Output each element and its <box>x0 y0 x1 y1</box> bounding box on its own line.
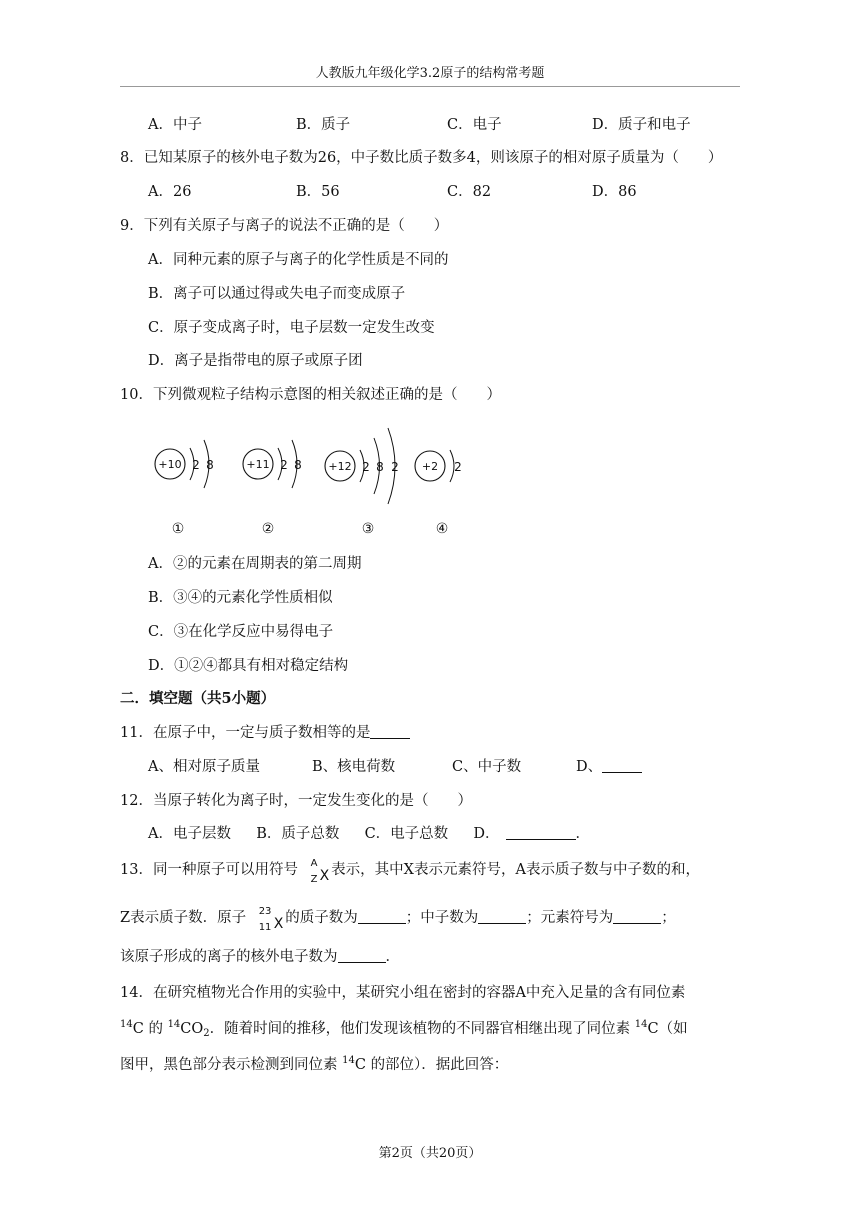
element-symbol: X <box>319 868 330 884</box>
q9-option-c: C．原子变成离子时，电子层数一定发生改变 <box>148 320 435 336</box>
element-symbol: X <box>273 916 284 932</box>
q11-option-b: B、核电荷数 <box>312 759 396 775</box>
q10-option-c: C．③在化学反应中易得电子 <box>148 624 334 640</box>
mass-number: 23 <box>258 906 272 917</box>
electron-shell-2: 8 <box>206 458 214 472</box>
q13-text-2: 表示，其中X表示元素符号，A表示质子数与中子数的和， <box>331 862 700 878</box>
structure-diagram-3 <box>325 428 399 537</box>
mass-number: A <box>310 858 318 869</box>
q12-option-b: B．质子总数 <box>256 826 340 842</box>
figure-label: ② <box>261 521 275 537</box>
nuclide-symbol-23-11 <box>258 906 284 933</box>
q11-option-c: C、中子数 <box>452 759 522 775</box>
header-rule <box>120 86 740 87</box>
q14-line-2: $^{14}$C 的 $^{14}CO_2$．随着时间的推移，他们发现该植物的不同器官相继出现了同位素 $^{14}$C（如 <box>120 1019 688 1039</box>
q7-option-a: A．中子 <box>148 117 202 133</box>
q12-option-c: C．电子总数 <box>364 826 449 842</box>
page-footer: 第2页（共20页） <box>378 1146 482 1161</box>
q12-options <box>148 822 590 843</box>
q8-option-a: A．26 <box>148 184 192 200</box>
q11-stem-text: 11．在原子中，一定与质子数相等的是 <box>120 725 371 741</box>
nucleus-charge: +12 <box>328 460 352 473</box>
q12-option-a: A．电子层数 <box>148 826 231 842</box>
figure-label: ① <box>171 521 185 537</box>
electron-shell-1: 2 <box>280 458 288 472</box>
answer-blank[interactable] <box>358 909 406 924</box>
q13-text-6: ；元素符号为 <box>526 910 614 926</box>
q8-stem: 8．已知某原子的核外电子数为26，中子数比质子数多4，则该原子的相对原子质量为（ ） <box>120 150 723 166</box>
q8-option-d: D．86 <box>592 184 637 200</box>
answer-blank[interactable] <box>602 758 642 773</box>
q13-text-3: Z表示质子数．原子 <box>120 910 247 926</box>
answer-blank[interactable] <box>478 909 526 924</box>
q11-option-a: A、相对原子质量 <box>148 759 260 775</box>
electron-shell-1: 2 <box>454 460 462 474</box>
page-header: 人教版九年级化学3.2原子的结构常考题 <box>315 66 545 81</box>
q12-end: ． <box>575 826 591 842</box>
answer-blank[interactable] <box>506 825 576 840</box>
q10-option-b: B．③④的元素化学性质相似 <box>148 590 333 606</box>
q10-option-d: D．①②④都具有相对稳定结构 <box>148 658 349 674</box>
electron-shell-1: 2 <box>362 460 370 474</box>
q7-option-c: C．电子 <box>447 117 502 133</box>
q9-option-b: B．离子可以通过得或失电子而变成原子 <box>148 286 406 302</box>
q7-option-b: B．质子 <box>296 117 351 133</box>
q13-text-7: ； <box>661 910 676 926</box>
structure-diagram-2 <box>243 440 302 537</box>
answer-blank[interactable] <box>338 948 386 963</box>
electron-shell-2: 8 <box>376 460 384 474</box>
q13-line-1 <box>120 858 700 884</box>
answer-blank[interactable] <box>370 724 410 739</box>
electron-shell-1: 2 <box>192 458 200 472</box>
q7-option-d: D．质子和电子 <box>592 117 691 133</box>
q14-line-3: 图甲，黑色部分表示检测到同位素 $^{14}$C 的部位）．据此回答： <box>120 1055 509 1073</box>
q10-stem: 10．下列微观粒子结构示意图的相关叙述正确的是（ ） <box>120 387 501 403</box>
q9-option-a: A．同种元素的原子与离子的化学性质是不同的 <box>148 252 449 268</box>
structure-diagram-4 <box>415 450 462 537</box>
q9-stem: 9．下列有关原子与离子的说法不正确的是（ ） <box>120 218 449 234</box>
q13-text-1: 13．同一种原子可以用符号 <box>120 862 298 878</box>
atomic-structure-diagrams <box>140 410 490 545</box>
q8-option-c: C．82 <box>447 184 492 200</box>
q8-option-b: B．56 <box>296 184 340 200</box>
q13-text-8: 该原子形成的离子的核外电子数为 <box>120 949 338 965</box>
q11-option-d-label: D、 <box>576 759 603 775</box>
q13-line-2 <box>120 906 676 932</box>
section-heading: 二．填空题（共5小题） <box>120 690 276 707</box>
q13-text-5: ；中子数为 <box>405 910 479 926</box>
q13-text-4: 的质子数为 <box>285 910 358 926</box>
q9-option-d: D．离子是指带电的原子或原子团 <box>148 353 363 369</box>
structure-diagram-1 <box>155 440 214 537</box>
electron-shell-3: 2 <box>391 460 399 474</box>
electron-shell-2: 8 <box>294 458 302 472</box>
nucleus-charge: +11 <box>246 458 270 471</box>
answer-blank[interactable] <box>613 909 661 924</box>
nuclide-symbol-azx <box>310 858 330 885</box>
figure-label: ④ <box>435 521 449 537</box>
q13-text-9: ． <box>385 949 400 965</box>
q13-line-3 <box>120 945 400 966</box>
atomic-number: 11 <box>258 922 272 933</box>
atomic-number: Z <box>310 874 318 885</box>
nucleus-charge: +10 <box>158 458 182 471</box>
q10-option-a: A．②的元素在周期表的第二周期 <box>148 556 362 572</box>
q11-stem <box>120 721 410 742</box>
q12-stem: 12．当原子转化为离子时，一定发生变化的是（ ） <box>120 793 472 809</box>
q14-line-1: 14．在研究植物光合作用的实验中，某研究小组在密封的容器A中充入足量的含有同位素 <box>120 985 686 1001</box>
q12-option-d: D． <box>473 826 500 842</box>
nucleus-charge: +2 <box>421 460 439 473</box>
figure-label: ③ <box>361 521 375 537</box>
q11-option-d <box>576 755 642 776</box>
